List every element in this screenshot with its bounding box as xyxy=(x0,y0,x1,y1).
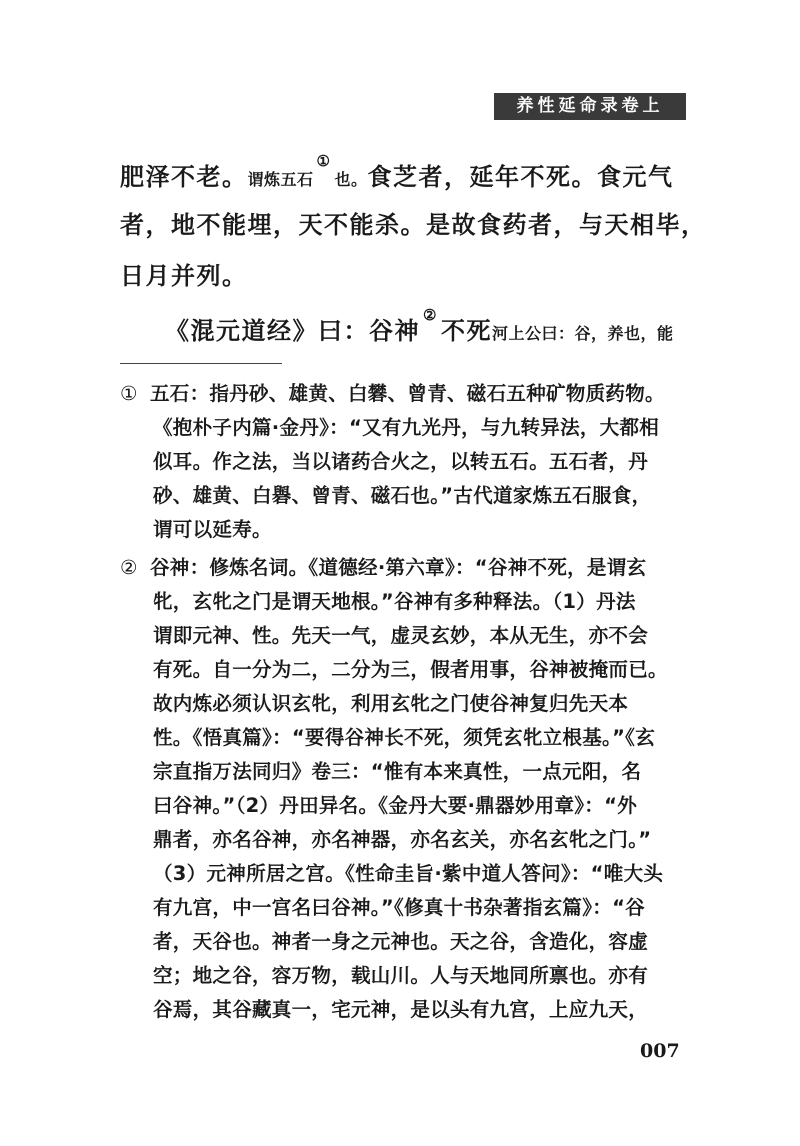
footnote-line: 谓即元神、性。先天一气，虚灵玄妙，本从无生，亦不会 xyxy=(153,624,649,647)
body-line-3: 日月并列。 xyxy=(120,261,248,290)
footnote-line: 有死。自一分为二，二分为三，假者用事，谷神被掩而已。 xyxy=(153,658,668,681)
footnote-line: 性。《悟真篇》：“要得谷神长不死，须凭玄牝立根基。”《玄 xyxy=(153,726,656,749)
body-text: 《混元道经》曰：谷神 xyxy=(165,316,420,345)
footnote-line: 宗直指万法同归》卷三：“惟有本来真性，一点元阳，名 xyxy=(153,760,642,783)
footnote-2 xyxy=(120,551,690,1027)
footnote-line: 有九宫，中一宫名曰谷神。”《修真十书杂著指玄篇》：“谷 xyxy=(153,896,645,919)
inline-note: 谓炼五石 xyxy=(247,170,314,189)
footnote-line: 谷焉，其谷藏真一，宅元神，是以头有九宫，上应九天， xyxy=(153,998,649,1021)
footnote-text: 谷神：修炼名词。《道德经·第六章》：“谷神不死，是谓玄 xyxy=(150,556,647,579)
footnote-line: 鼎者，亦名谷神，亦名神器，亦名玄关，亦名玄牝之门。” xyxy=(153,828,652,851)
body-text: 肥泽不老。 xyxy=(120,162,248,191)
footnote-line: 故内炼必须认识玄牝，利用玄牝之门使谷神复归先天本 xyxy=(153,692,629,715)
body-line-1 xyxy=(120,146,692,205)
footnote-1 xyxy=(120,377,690,547)
inline-note: 也。 xyxy=(334,170,368,189)
footnote-line: 《抱朴子内篇·金丹》：“又有九光丹，与九转异法，大都相 xyxy=(153,416,660,439)
footnote-text: 五石：指丹砂、雄黄、白礬、曾青、磁石五种矿物质药物。 xyxy=(150,382,665,405)
footnote-line: 空；地之谷，容万物，载山川。人与天地同所禀也。亦有 xyxy=(153,964,649,987)
footnote-ref-2[interactable]: ② xyxy=(423,306,438,324)
footnote-ref-1[interactable]: ① xyxy=(316,152,332,170)
body-line-2: 者，地不能埋，天不能杀。是故食药者，与天相毕， xyxy=(120,210,707,239)
running-title: 养性延命录卷上 xyxy=(494,93,686,120)
footnote-line: 曰谷神。”（2）丹田异名。《金丹大要·鼎器妙用章》：“外 xyxy=(153,794,638,817)
body-text: 不死 xyxy=(440,316,492,345)
footnote-line xyxy=(120,551,690,585)
footnote-line xyxy=(120,377,690,411)
footnote-line: 砂、雄黄、白礜、曾青、磁石也。”古代道家炼五石服食， xyxy=(153,484,652,507)
inline-note: 河上公曰：谷，养也，能 xyxy=(491,324,674,343)
footnote-marker: ① xyxy=(120,382,138,405)
body-text: 食芝者，延年不死。食元气 xyxy=(367,162,674,191)
page-number: 007 xyxy=(640,1040,680,1062)
footnote-line: 牝，玄牝之门是谓天地根。”谷神有多种释法。（1）丹法 xyxy=(153,590,636,613)
footnote-line: 谓可以延寿。 xyxy=(153,518,272,541)
footnote-line: 似耳。作之法，当以诸药合火之，以转五石。五石者，丹 xyxy=(153,450,649,473)
footnote-line: 者，天谷也。神者一身之元神也。天之谷，含造化，容虚 xyxy=(153,930,649,953)
footnote-divider xyxy=(120,363,282,364)
body-line-4 xyxy=(165,300,737,359)
footnote-line: （3）元神所居之宫。《性命圭旨·紫中道人答问》：“唯大头 xyxy=(153,862,664,885)
footnote-marker: ② xyxy=(120,556,138,579)
